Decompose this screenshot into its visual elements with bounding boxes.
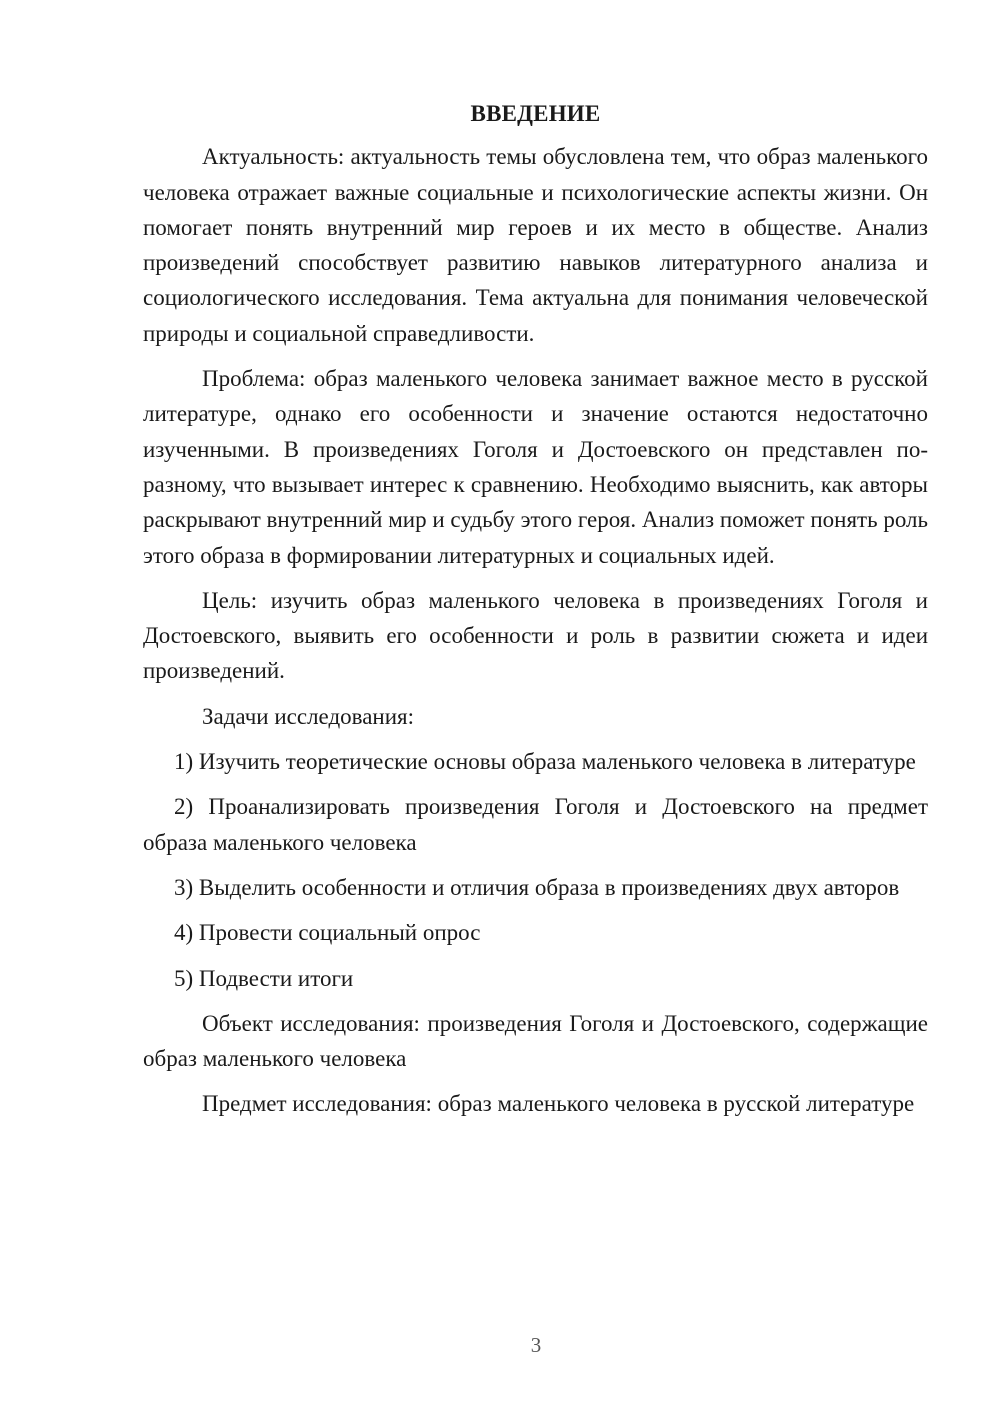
task-item-5: 5) Подвести итоги	[174, 965, 354, 991]
paragraph-relevance: Актуальность: актуальность темы обусловлена тем, что образ маленького человека отражает важные социальные и психологические аспекты жизни. Он помогает понять внутренний мир героев и их место в обществе. Анализ произведений способствует развитию навыков литературного анализа и социологического исследования. Тема актуальна для понимания человеческой природы и социальной справедливости.	[143, 144, 928, 346]
paragraph-problem: Проблема: образ маленького человека занимает важное место в русской литературе, однако его особенности и значение остаются недостаточно изученными. В произведениях Гоголя и Достоевского он представлен по-разному, что вызывает интерес к сравнению. Необходимо выяснить, как авторы раскрывают внутренний мир и судьбу этого героя. Анализ поможет понять роль этого образа в формировании литературных и социальных идей.	[143, 366, 928, 568]
paragraph-object: Объект исследования: произведения Гоголя и Достоевского, содержащие образ маленького человека	[143, 1010, 928, 1072]
paragraph-tasks-intro: Задачи исследования:	[202, 703, 415, 729]
task-item-1: 1) Изучить теоретические основы образа маленького человека в литературе	[174, 749, 916, 775]
task-item-3: 3) Выделить особенности и отличия образа в произведениях двух авторов	[174, 874, 900, 900]
task-item-2: 2) Проанализировать произведения Гоголя и Достоевского на предмет образа маленького человека	[143, 794, 928, 855]
page-number: 3	[530, 1333, 542, 1357]
section-heading: ВВЕДЕНИЕ	[470, 101, 601, 126]
page-body	[143, 96, 928, 1132]
paragraph-goal: Цель: изучить образ маленького человека в произведениях Гоголя и Достоевского, выявить его особенности и роль в развитии сюжета и идеи произведений.	[143, 587, 928, 684]
task-item-4: 4) Провести социальный опрос	[174, 920, 481, 946]
paragraph-subject: Предмет исследования: образ маленького человека в русской литературе	[202, 1091, 915, 1117]
